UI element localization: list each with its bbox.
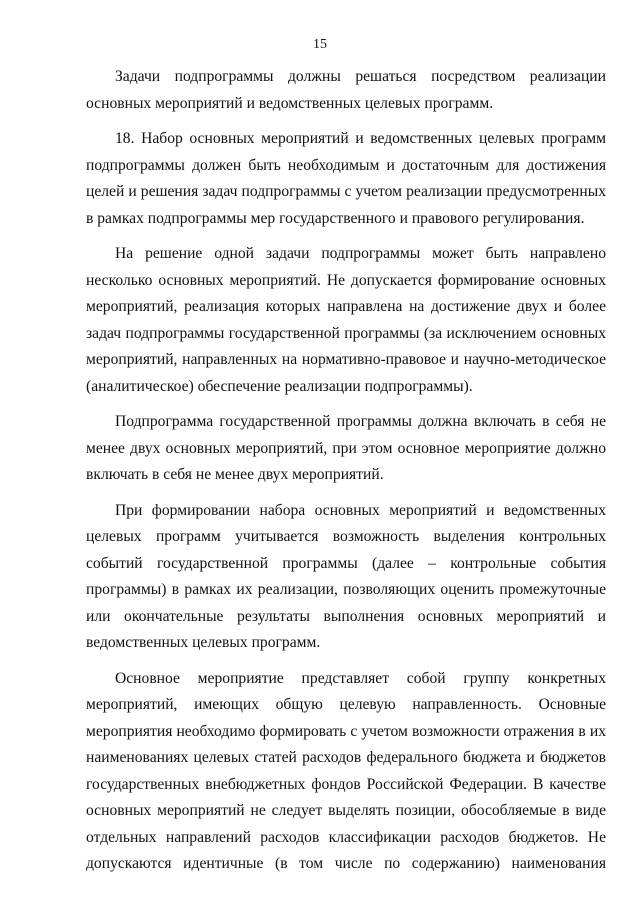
paragraph: Задачи подпрограммы должны решаться посредством реализации основных мероприятий и ведомственных целевых программ.: [86, 68, 606, 112]
paragraph: Основное мероприятие представляет собой группу конкретных мероприятий, имеющих общую целевую направленность. Основные мероприятия необходимо формировать с учетом возможности отражения в их наименованиях целевых статей расходов федерального бюджета и бюджетов государственных внебюджетных фондов Российской Федерации. В качестве основных мероприятий не следует выделять позиции, обособляемые в виде отдельных направлений расходов классификации расходов бюджетов. Не допускаются идентичные (в том числе по содержанию) наименования: [86, 669, 606, 872]
body-text: [86, 64, 606, 878]
paragraph: Подпрограмма государственной программы должна включать в себя не менее двух основных мероприятий, при этом основное мероприятие должно включать в себя не менее двух мероприятий.: [86, 413, 606, 483]
paragraph: 18. Набор основных мероприятий и ведомственных целевых программ подпрограммы должен быть необходимым и достаточным для достижения целей и решения задач подпрограммы с учетом реализации предусмотренных в рамках подпрограммы мер государственного и правового регулирования.: [86, 130, 606, 227]
page-number: 15: [313, 37, 327, 52]
paragraph: На решение одной задачи подпрограммы может быть направлено несколько основных мероприятий. Не допускается формирование основных мероприятий, реализация которых направлена на достижение двух и более задач подпрограммы государственной программы (за исключением основных мероприятий, направленных на нормативно-правовое и научно-методическое (аналитическое) обеспечение реализации подпрограммы).: [86, 245, 606, 395]
paragraph: При формировании набора основных мероприятий и ведомственных целевых программ учитывается возможность выделения контрольных событий государственной программы (далее – контрольные события программы) в рамках их реализации, позволяющих оценить промежуточные или окончательные результаты выполнения основных мероприятий и ведомственных целевых программ.: [86, 501, 606, 651]
